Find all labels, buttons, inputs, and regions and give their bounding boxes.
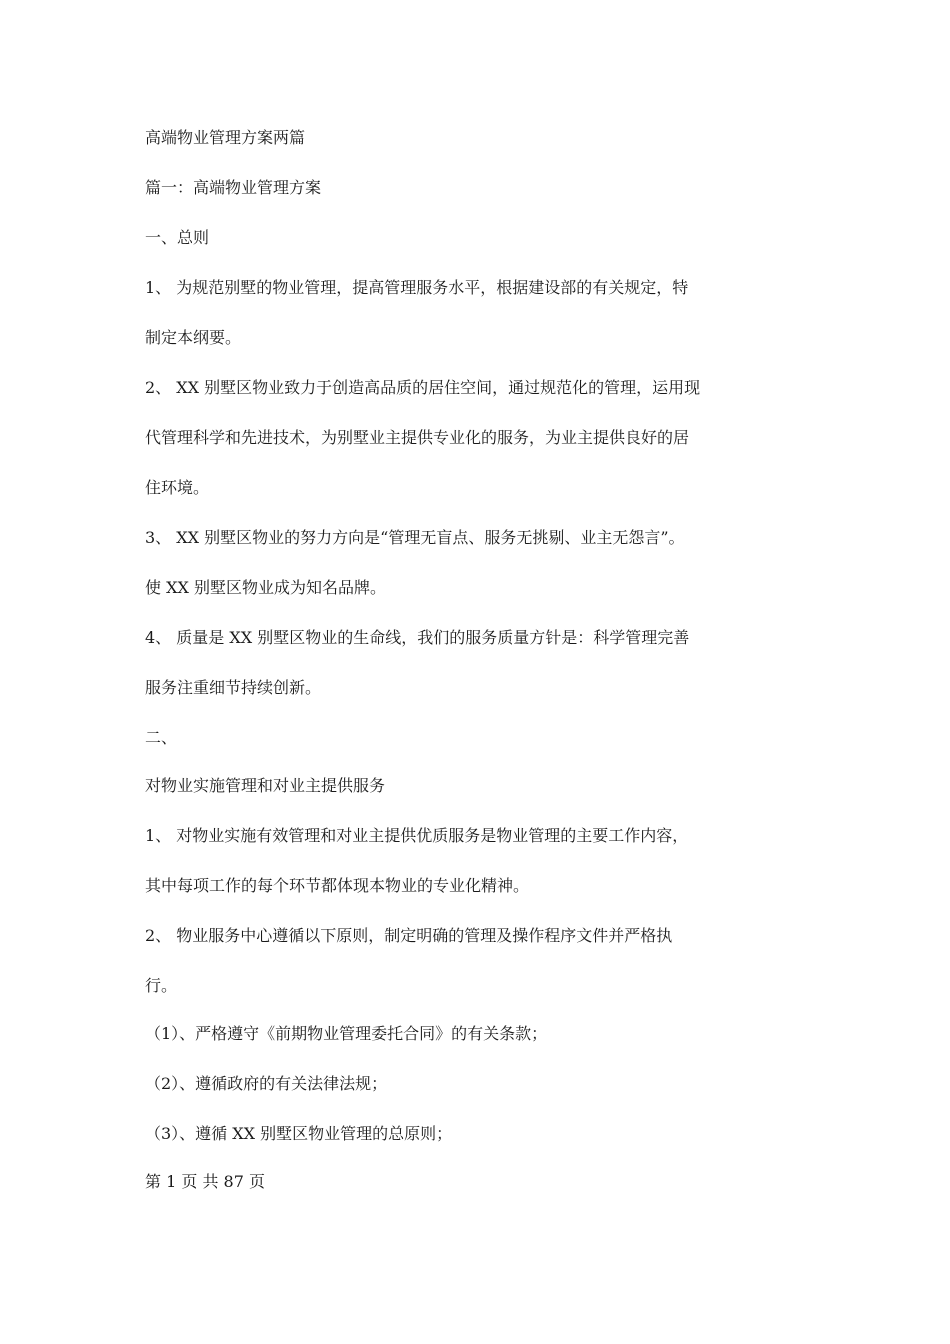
text-line: 1、 为规范别墅的物业管理，提高管理服务水平，根据建设部的有关规定，特	[145, 278, 689, 297]
text-line: 3、 XX 别墅区物业的努力方向是“管理无盲点、服务无挑剔、业主无怨言”。	[145, 528, 685, 547]
page-footer: 第 1 页 共 87 页	[145, 1172, 265, 1191]
text-line: （1）、严格遵守《前期物业管理委托合同》的有关条款；	[145, 1024, 548, 1043]
text-line: 其中每项工作的每个环节都体现本物业的专业化精神。	[145, 876, 530, 895]
text-line: 使 XX 别墅区物业成为知名品牌。	[145, 578, 386, 597]
text-line: 服务注重细节持续创新。	[145, 678, 322, 697]
text-line: 行。	[145, 976, 178, 995]
text-line: 一、总则	[145, 228, 210, 247]
text-line: 代管理科学和先进技术，为别墅业主提供专业化的服务，为业主提供良好的居	[145, 428, 690, 447]
text-line: 1、 对物业实施有效管理和对业主提供优质服务是物业管理的主要工作内容，	[145, 826, 689, 845]
text-line: （2）、遵循政府的有关法律法规；	[145, 1074, 388, 1093]
text-line: 住环境。	[145, 478, 210, 497]
text-line: 对物业实施管理和对业主提供服务	[145, 776, 386, 795]
text-line: 制定本纲要。	[145, 328, 242, 347]
text-line: 二、	[145, 728, 178, 747]
text-line: 4、 质量是 XX 别墅区物业的生命线，我们的服务质量方针是：科学管理完善	[145, 628, 690, 647]
text-line: 2、 物业服务中心遵循以下原则，制定明确的管理及操作程序文件并严格执	[145, 926, 673, 945]
text-line: （3）、遵循 XX 别墅区物业管理的总原则；	[145, 1124, 453, 1143]
document-title: 高端物业管理方案两篇	[145, 128, 306, 147]
text-line: 2、 XX 别墅区物业致力于创造高品质的居住空间，通过规范化的管理，运用现	[145, 378, 701, 397]
text-line: 篇一：高端物业管理方案	[145, 178, 322, 197]
